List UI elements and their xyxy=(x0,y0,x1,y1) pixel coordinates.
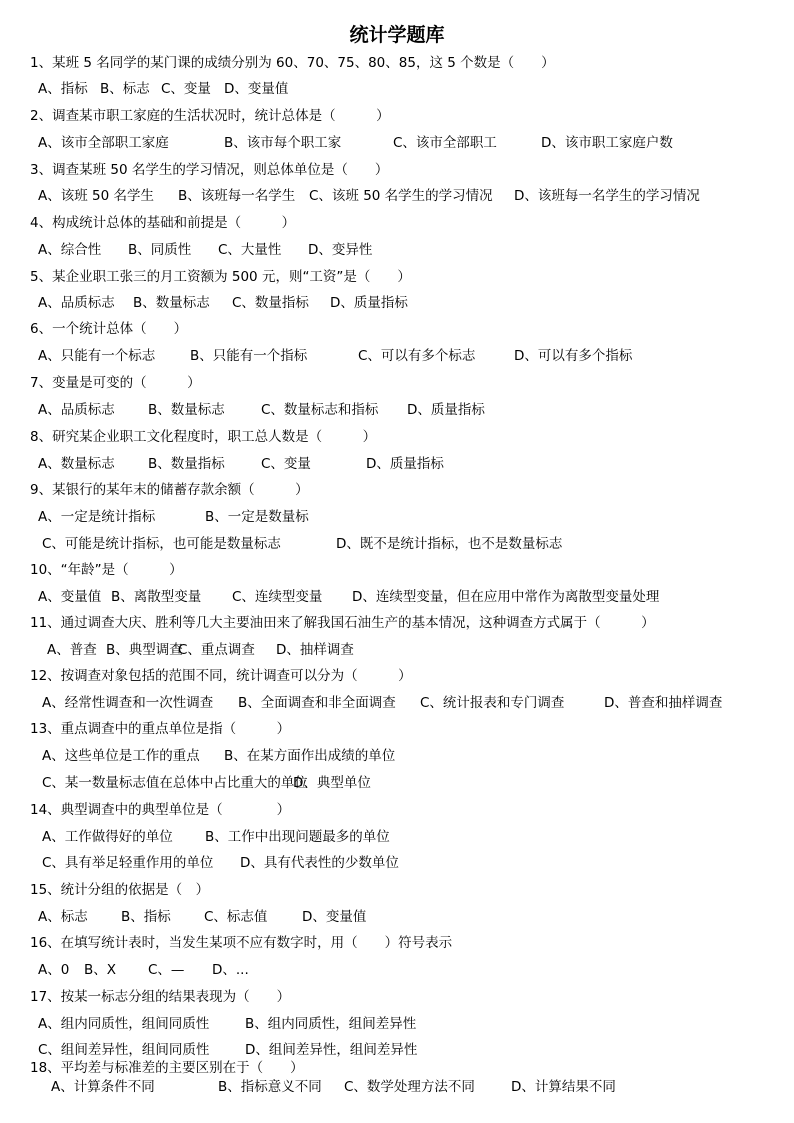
answer-option: A、指标 xyxy=(38,81,88,97)
answer-option: C、可能是统计指标，也可能是数量标志 xyxy=(42,536,281,552)
answer-option: C、数学处理方法不同 xyxy=(344,1079,475,1095)
question-text: 7、变量是可变的（ ） xyxy=(30,375,201,391)
answer-option: A、品质标志 xyxy=(38,295,115,311)
answer-option: B、数量标志 xyxy=(133,295,210,311)
answer-option: D、... xyxy=(212,962,249,978)
question-text: 10、“年龄”是（ ） xyxy=(30,562,183,578)
question-text: 12、按调查对象包括的范围不同，统计调查可以分为（ ） xyxy=(30,668,412,684)
question-text: 11、通过调查大庆、胜利等几大主要油田来了解我国石油生产的基本情况，这种调查方式属于（ ） xyxy=(30,615,655,631)
answer-option: D、具有代表性的少数单位 xyxy=(240,855,399,871)
answer-option: B、离散型变量 xyxy=(111,589,202,605)
question-text: 17、按某一标志分组的结果表现为（ ） xyxy=(30,989,291,1005)
answer-option: C、数量指标 xyxy=(232,295,309,311)
answer-option: C、统计报表和专门调查 xyxy=(420,695,565,711)
answer-option: A、标志 xyxy=(38,909,88,925)
answer-option: D、该班每一名学生的学习情况 xyxy=(514,188,700,204)
answer-option: B、一定是数量标 xyxy=(205,509,309,525)
answer-option: B、X xyxy=(84,962,117,978)
answer-option: B、数量标志 xyxy=(148,402,225,418)
answer-option: C、— xyxy=(148,962,185,978)
answer-option: D、典型单位 xyxy=(293,775,371,791)
answer-option: C、变量 xyxy=(261,456,311,472)
answer-option: C、该市全部职工 xyxy=(393,135,497,151)
question-text: 2、调查某市职工家庭的生活状况时，统计总体是（ ） xyxy=(30,108,390,124)
answer-option: B、该班每一名学生 xyxy=(178,188,296,204)
answer-option: C、重点调查 xyxy=(178,642,255,658)
answer-option: D、质量指标 xyxy=(407,402,485,418)
answer-option: A、变量值 xyxy=(38,589,102,605)
answer-option: B、同质性 xyxy=(128,242,192,258)
answer-option: D、质量指标 xyxy=(330,295,408,311)
question-text: 8、研究某企业职工文化程度时，职工总人数是（ ） xyxy=(30,429,377,445)
answer-option: D、质量指标 xyxy=(366,456,444,472)
answer-option: C、数量标志和指标 xyxy=(261,402,379,418)
question-text: 4、构成统计总体的基础和前提是（ ） xyxy=(30,215,296,231)
answer-option: C、组间差异性，组间同质性 xyxy=(38,1042,210,1058)
answer-option: D、抽样调查 xyxy=(276,642,354,658)
answer-option: A、综合性 xyxy=(38,242,102,258)
answer-option: B、组内同质性，组间差异性 xyxy=(245,1016,417,1032)
question-text: 6、一个统计总体（ ） xyxy=(30,321,188,337)
question-text: 18、平均差与标准差的主要区别在于（ ） xyxy=(30,1060,304,1076)
answer-option: A、经常性调查和一次性调查 xyxy=(42,695,214,711)
answer-option: B、数量指标 xyxy=(148,456,225,472)
answer-option: C、连续型变量 xyxy=(232,589,323,605)
answer-option: D、组间差异性，组间差异性 xyxy=(245,1042,418,1058)
answer-option: D、该市职工家庭户数 xyxy=(541,135,673,151)
answer-option: B、典型调查 xyxy=(106,642,183,658)
answer-option: D、连续型变量，但在应用中常作为离散型变量处理 xyxy=(352,589,660,605)
answer-option: A、一定是统计指标 xyxy=(38,509,156,525)
answer-option: B、工作中出现问题最多的单位 xyxy=(205,829,390,845)
answer-option: A、组内同质性，组间同质性 xyxy=(38,1016,210,1032)
answer-option: D、可以有多个指标 xyxy=(514,348,633,364)
answer-option: C、某一数量标志值在总体中占比重大的单位 xyxy=(42,775,308,791)
answer-option: C、变量 xyxy=(161,81,211,97)
answer-option: C、该班 50 名学生的学习情况 xyxy=(309,188,493,204)
answer-option: D、变异性 xyxy=(308,242,373,258)
answer-option: C、具有举足轻重作用的单位 xyxy=(42,855,214,871)
answer-option: B、全面调查和非全面调查 xyxy=(238,695,396,711)
answer-option: B、标志 xyxy=(100,81,150,97)
answer-option: C、大量性 xyxy=(218,242,282,258)
question-text: 13、重点调查中的重点单位是指（ ） xyxy=(30,721,291,737)
question-text: 15、统计分组的依据是（ ） xyxy=(30,882,210,898)
answer-option: D、既不是统计指标，也不是数量标志 xyxy=(336,536,563,552)
answer-option: A、该班 50 名学生 xyxy=(38,188,154,204)
answer-option: B、指标意义不同 xyxy=(218,1079,322,1095)
answer-option: A、工作做得好的单位 xyxy=(42,829,173,845)
question-text: 14、典型调查中的典型单位是（ ） xyxy=(30,802,291,818)
answer-option: A、这些单位是工作的重点 xyxy=(42,748,200,764)
answer-option: B、只能有一个指标 xyxy=(190,348,308,364)
answer-option: A、数量标志 xyxy=(38,456,115,472)
answer-option: B、指标 xyxy=(121,909,171,925)
answer-option: A、该市全部职工家庭 xyxy=(38,135,169,151)
answer-option: A、普查 xyxy=(47,642,97,658)
answer-option: A、品质标志 xyxy=(38,402,115,418)
answer-option: D、变量值 xyxy=(302,909,367,925)
answer-option: D、普查和抽样调查 xyxy=(604,695,723,711)
answer-option: B、该市每个职工家 xyxy=(224,135,342,151)
answer-option: C、标志值 xyxy=(204,909,268,925)
question-text: 3、调查某班 50 名学生的学习情况，则总体单位是（ ） xyxy=(30,162,389,178)
answer-option: C、可以有多个标志 xyxy=(358,348,476,364)
answer-option: A、只能有一个标志 xyxy=(38,348,156,364)
page-title: 统计学题库 xyxy=(349,24,445,46)
question-text: 16、在填写统计表时，当发生某项不应有数字时，用（ ）符号表示 xyxy=(30,935,453,951)
answer-option: A、计算条件不同 xyxy=(51,1079,155,1095)
answer-option: D、计算结果不同 xyxy=(511,1079,616,1095)
question-text: 9、某银行的某年末的储蓄存款余额（ ） xyxy=(30,482,309,498)
question-text: 5、某企业职工张三的月工资额为 500 元，则“工资”是（ ） xyxy=(30,269,411,285)
answer-option: D、变量值 xyxy=(224,81,289,97)
question-text: 1、某班 5 名同学的某门课的成绩分别为 60、70、75、80、85，这 5 个数是（ ） xyxy=(30,55,555,71)
answer-option: B、在某方面作出成绩的单位 xyxy=(224,748,396,764)
answer-option: A、0 xyxy=(38,962,70,978)
